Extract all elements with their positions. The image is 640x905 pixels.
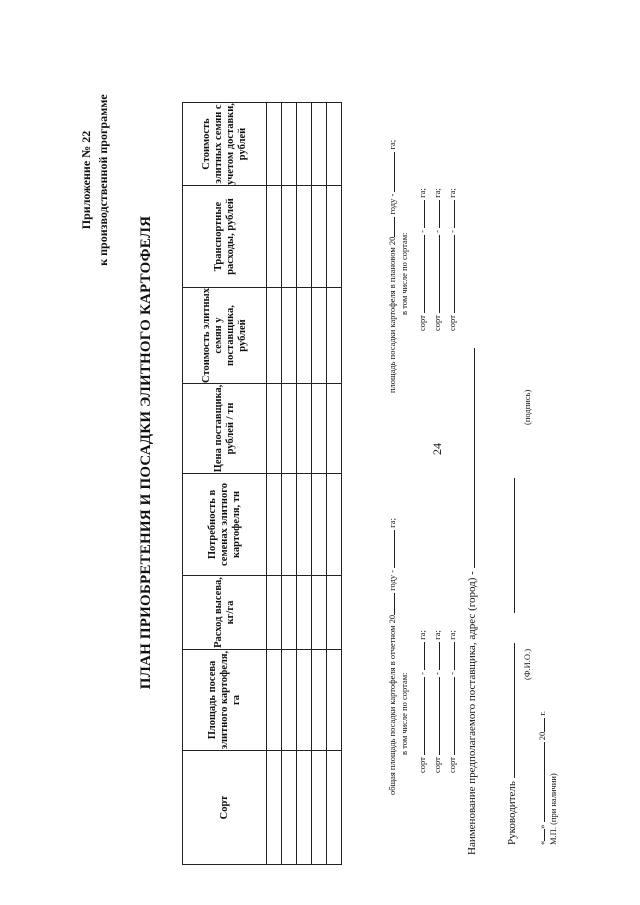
table-header-row xyxy=(183,103,267,865)
col-header-supplier-cost: Стоимость элитных семян у поставщика, рублей xyxy=(183,288,267,384)
reporting-sort-area-field[interactable] xyxy=(430,642,440,670)
planned-sort-name-field[interactable] xyxy=(430,235,440,313)
planned-sort-area-field[interactable] xyxy=(430,200,440,228)
page-title: ПЛАН ПРИОБРЕТЕНИЯ И ПОСАДКИ ЭЛИТНОГО КАРТОФЕЛЯ xyxy=(138,215,154,690)
planned-sort-area-field[interactable] xyxy=(445,200,455,228)
col-header-seed-need: Потребность в семенах элитного картофеля, тн xyxy=(183,474,267,576)
reporting-sort-name-field[interactable] xyxy=(430,677,440,755)
planned-sort-line: сорт - га; xyxy=(417,188,427,331)
supplier-label: Наименование предполагаемого поставщика, адрес (город) - xyxy=(466,571,478,855)
reporting-year-field[interactable] xyxy=(385,593,395,615)
date-day-field[interactable] xyxy=(535,829,545,841)
col-header-supplier-price: Цена поставщика, рублей / тн xyxy=(183,384,267,474)
planned-total-line: площадь посадки картофеля в плановом 20 году - га; xyxy=(387,139,397,393)
planned-sort-name-field[interactable] xyxy=(415,235,425,313)
col-header-sort: Сорт xyxy=(183,751,267,865)
planned-sort-name-field[interactable] xyxy=(445,235,455,313)
head-signature-field[interactable] xyxy=(505,478,515,613)
reporting-total-field[interactable] xyxy=(385,530,395,568)
reporting-sort-name-field[interactable] xyxy=(415,677,425,755)
appendix-header xyxy=(78,15,112,345)
date-line: «» 20 г. xyxy=(537,710,547,845)
reporting-subtitle: в том числе по сортам: xyxy=(399,672,409,755)
planned-sort-line: сорт - га; xyxy=(432,188,442,331)
planned-total-field[interactable] xyxy=(385,152,395,192)
table-row xyxy=(297,103,312,865)
plan-table xyxy=(182,102,342,865)
table-row xyxy=(327,103,342,865)
supplier-field[interactable] xyxy=(465,348,475,568)
reporting-sort-area-field[interactable] xyxy=(415,642,425,670)
supplier-line xyxy=(465,348,478,855)
reporting-sort-line: сорт - га; xyxy=(432,630,442,773)
reporting-sort-line: сорт - га; xyxy=(417,630,427,773)
date-month-field[interactable] xyxy=(535,742,545,822)
reporting-total-line: общая площадь посадки картофеля в отчетном 20 году - га; xyxy=(387,518,397,795)
col-header-total-cost: Стоимость элитных семян с учетом доставки, рублей xyxy=(183,103,267,186)
date-year-field[interactable] xyxy=(535,718,545,732)
col-header-seeding-rate: Расход высева, кг/га xyxy=(183,576,267,650)
table-row xyxy=(312,103,327,865)
head-signature-line xyxy=(505,478,518,845)
planned-year-field[interactable] xyxy=(385,217,395,237)
table-row xyxy=(282,103,297,865)
fio-caption: (Ф.И.О.) xyxy=(522,648,532,680)
planned-sort-line: сорт - га; xyxy=(447,188,457,331)
head-label: Руководитель xyxy=(506,781,518,845)
col-header-area: Площадь посева элитного картофеля, га xyxy=(183,650,267,751)
appendix-number: Приложение № 22 xyxy=(79,130,93,230)
appendix-reference: к производственной программе xyxy=(96,94,110,266)
table-row xyxy=(267,103,282,865)
reporting-sort-area-field[interactable] xyxy=(445,642,455,670)
head-fio-field[interactable] xyxy=(505,643,515,778)
planned-subtitle: в том числе по сортам: xyxy=(399,232,409,315)
reporting-sort-line: сорт - га; xyxy=(447,630,457,773)
stamp-note: М.П. (при наличии) xyxy=(548,773,558,845)
signature-caption: (подпись) xyxy=(522,389,532,425)
page-number: 24 xyxy=(430,443,444,455)
planned-sort-area-field[interactable] xyxy=(415,200,425,228)
col-header-transport: Транспортные расходы, рублей xyxy=(183,186,267,288)
reporting-sort-name-field[interactable] xyxy=(445,677,455,755)
